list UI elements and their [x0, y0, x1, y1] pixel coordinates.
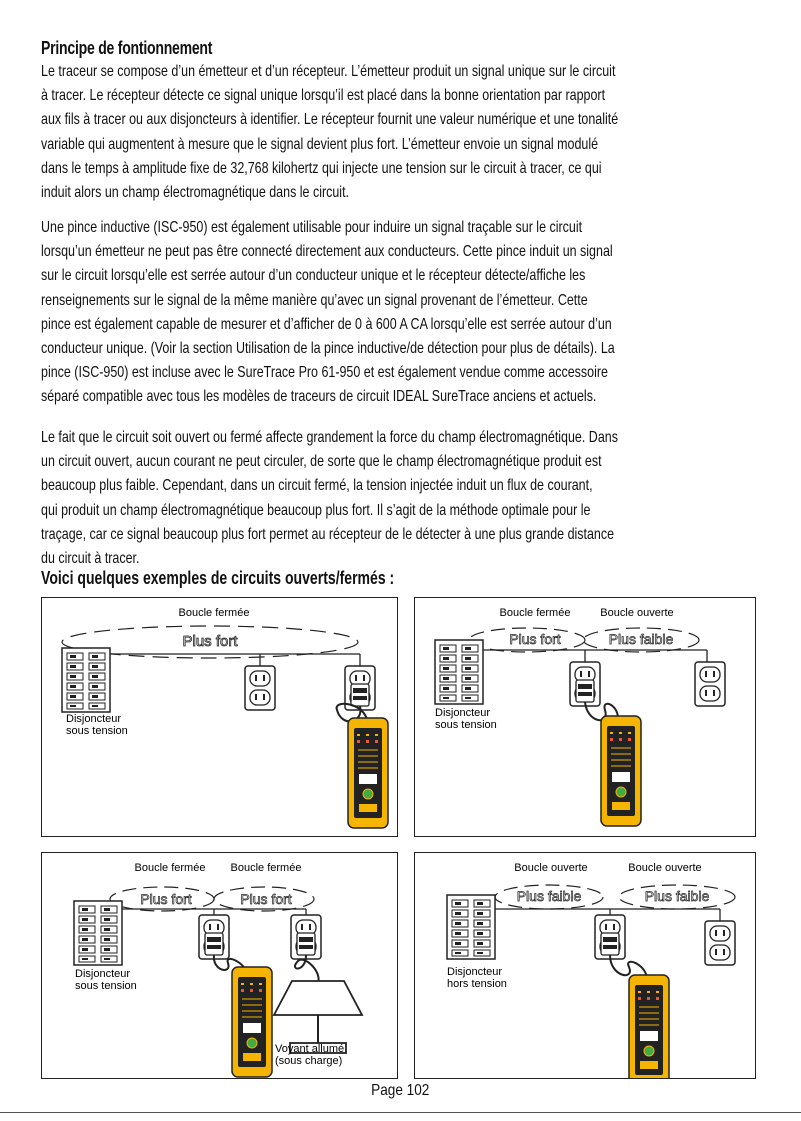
text-line: qui produit un champ électromagnétique beaucoup plus fort. Il s’agit de la méthode optimale pour le	[41, 501, 591, 519]
lamp-label: Voyant allumé	[275, 1043, 345, 1055]
text-line: lorsqu’un émetteur ne peut pas être connecté directement aux conducteurs. Cette pince induit un signal	[41, 243, 613, 261]
text-line: séparé compatible avec tous les modèles de traceurs de circuit IDEAL SureTrace anciens et actuels.	[41, 388, 597, 406]
breaker-label: Disjoncteur	[447, 966, 503, 978]
page-number	[0, 1082, 801, 1100]
text-line: Une pince inductive (ISC-950) est également utilisable pour induire un signal traçable sur le circuit	[41, 219, 583, 236]
text-line: conducteur unique. (Voir la section Utilisation de la pince inductive/de détection pour plus de détails). La	[41, 340, 615, 358]
loop-label: Boucle fermée	[230, 862, 302, 874]
text-line: variable qui augmentent à mesure que le signal devient plus fort. L’émetteur envoie un signal modulé	[41, 135, 599, 153]
circuit-tester-icon	[348, 718, 388, 828]
paragraph-principle	[41, 60, 756, 205]
footer-divider	[0, 1112, 801, 1113]
text-line: aux fils à tracer ou aux disjoncteurs à identifier. Le récepteur fournit une valeur numérique et une tonalité	[41, 111, 619, 129]
breaker-label: Disjoncteur	[66, 713, 122, 725]
text-line: Le fait que le circuit soit ouvert ou fermé affecte grandement la force du champ électromagnétique. Dans	[41, 429, 618, 446]
text-line: pince (ISC-950) est incluse avec le SureTrace Pro 61-950 et est également vendue comme accessoire	[41, 364, 608, 382]
text-line: renseignements sur le signal de la même manière qu’avec un signal provenant de l’émetteur. Cette	[41, 291, 588, 309]
paragraph-clamp	[41, 216, 756, 410]
breaker-label: Disjoncteur	[75, 968, 131, 980]
outlet-icon	[695, 662, 725, 706]
circuit-tester-icon	[232, 967, 272, 1077]
outlet-icon	[705, 921, 735, 965]
paragraph-open-closed	[41, 426, 756, 571]
diagram-closed-loop	[41, 597, 398, 837]
text-line: dans le temps à amplitude fixe de 32,768 kilohertz qui injecte une tension sur le circuit à tracer, ce qui	[41, 159, 602, 177]
signal-strength-label: Plus faible	[644, 888, 710, 904]
diagram-closed-and-open-loop	[414, 597, 756, 837]
examples-heading: Voici quelques exemples de circuits ouverts/fermés :	[41, 568, 395, 588]
text-line: induit alors un champ électromagnétique dans le circuit.	[41, 184, 350, 202]
signal-strength-label: Plus faible	[516, 888, 582, 904]
text-line: un circuit ouvert, aucun courant ne peut circuler, de sorte que le champ électromagnétique produit est	[41, 453, 602, 471]
loop-label: Boucle fermée	[499, 607, 571, 619]
signal-strength-label: Plus fort	[240, 891, 292, 907]
text-line: Le traceur se compose d’un émetteur et d’un récepteur. L’émetteur produit un signal unique sur le circuit	[41, 63, 616, 80]
plug-icon	[576, 680, 594, 702]
text-line: beaucoup plus faible. Cependant, dans un circuit fermé, la tension injectée induit un flux de courant,	[41, 477, 593, 495]
plug-icon	[601, 933, 619, 955]
signal-strength-label: Plus faible	[608, 631, 674, 647]
text-line: pince est également capable de mesurer et d’afficher de 0 à 600 A CA lorsqu’elle est serrée autour d’un	[41, 315, 612, 333]
signal-strength-label: Plus fort	[182, 633, 238, 650]
lamp-label: (sous charge)	[275, 1055, 343, 1067]
signal-strength-label: Plus fort	[140, 891, 192, 907]
breaker-label: sous tension	[66, 725, 128, 737]
breaker-panel-icon	[435, 640, 483, 704]
breaker-panel-icon	[74, 901, 122, 965]
loop-label: Boucle ouverte	[600, 607, 674, 619]
breaker-label: hors tension	[447, 978, 507, 990]
page-number-text: Page 102	[371, 1082, 430, 1099]
circuit-tester-icon	[601, 716, 641, 826]
breaker-panel-icon	[447, 895, 495, 959]
outlet-icon	[245, 666, 275, 710]
breaker-label: sous tension	[75, 980, 137, 992]
diagram-two-open-loops	[414, 852, 756, 1079]
section-heading: Principe de fontionnement	[41, 38, 213, 58]
breaker-label: sous tension	[435, 719, 497, 731]
loop-label: Boucle fermée	[134, 862, 206, 874]
signal-strength-label: Plus fort	[509, 631, 561, 647]
breaker-panel-icon	[62, 648, 110, 712]
text-line: du circuit à tracer.	[41, 550, 140, 568]
breaker-label: Disjoncteur	[435, 707, 491, 719]
loop-label: Boucle ouverte	[514, 862, 588, 874]
diagram-two-closed-loops	[41, 852, 398, 1079]
loop-label: Boucle fermée	[178, 607, 250, 619]
loop-label: Boucle ouverte	[628, 862, 702, 874]
plug-icon	[297, 933, 315, 955]
circuit-tester-icon	[629, 975, 669, 1078]
text-line: sur le circuit lorsqu’elle est serrée autour d’un conducteur unique et le récepteur détecte/affiche les	[41, 267, 586, 285]
text-line: à tracer. Le récepteur détecte ce signal unique lorsqu’il est placé dans la bonne orientation par rapport	[41, 87, 606, 105]
plug-icon	[351, 684, 369, 706]
text-line: traçage, car ce signal beaucoup plus fort permet au récepteur de le détecter à une plus grande distance	[41, 525, 615, 543]
plug-icon	[205, 933, 223, 955]
